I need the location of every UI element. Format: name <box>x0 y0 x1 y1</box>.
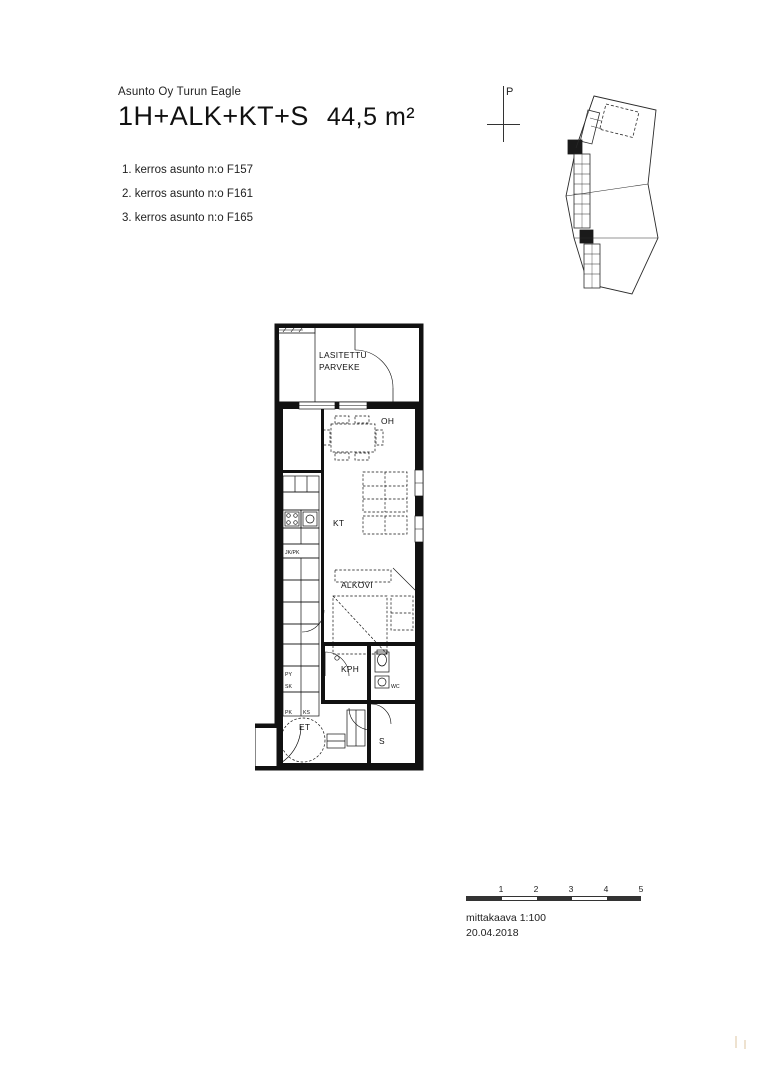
scale-segment-3 <box>607 897 641 900</box>
room-label-entrance: ET <box>299 722 311 732</box>
apartment-area: 44,5 m² <box>326 103 416 131</box>
north-arrow-label: P <box>506 86 514 98</box>
room-label-sauna: S <box>379 736 385 746</box>
list-item: 1. kerros asunto n:o F157 <box>122 164 254 176</box>
scale-segment-2 <box>537 897 572 900</box>
fixture-label-laundry: PY <box>285 672 292 678</box>
room-label-balcony-line1: LASITETTU <box>319 350 367 360</box>
scale-caption-block <box>466 911 656 941</box>
building-block-lower <box>584 244 600 288</box>
scale-bar-numbers <box>466 884 656 896</box>
title-block <box>118 86 538 230</box>
fixture-label-closet: SK <box>285 684 292 690</box>
north-arrow-horizontal-line <box>487 124 520 125</box>
north-arrow-vertical-line <box>503 86 504 142</box>
scale-tick-5: 5 <box>638 884 644 894</box>
scale-tick-4: 4 <box>603 884 609 894</box>
entry-recess <box>255 724 277 770</box>
fixture-label-wc: WC <box>391 684 400 690</box>
fixture-label-fridge-freezer: JK/PK <box>285 550 300 556</box>
scan-artifact <box>735 1036 737 1048</box>
building-block-middle <box>574 154 590 228</box>
page-title <box>118 101 538 132</box>
room-label-bathroom: KPH <box>341 664 360 674</box>
fixture-label-dryer: KS <box>303 710 310 716</box>
building-block-highlighted-2 <box>580 230 593 243</box>
room-label-alcove: ALKOVI <box>341 580 374 590</box>
drawing-date: 20.04.2018 <box>466 927 519 939</box>
scale-tick-2: 2 <box>533 884 539 894</box>
room-label-living-room: OH <box>381 416 395 426</box>
scale-caption: mittakaava 1:100 <box>466 912 546 924</box>
north-arrow-icon <box>484 86 524 142</box>
floor-plan-drawing <box>255 320 445 800</box>
floor-apartment-list <box>122 158 538 230</box>
fixture-label-washing-machine: PK <box>285 710 292 716</box>
balcony-door-openings <box>299 402 367 409</box>
room-label-balcony-line2: PARVEKE <box>319 362 360 372</box>
apartment-type: 1H+ALK+KT+S <box>118 101 309 131</box>
scale-bar <box>466 884 656 941</box>
company-name: Asunto Oy Turun Eagle <box>118 86 242 98</box>
room-label-kitchen: KT <box>333 518 345 528</box>
scale-tick-1: 1 <box>498 884 504 894</box>
list-item: 3. kerros asunto n:o F165 <box>122 212 254 224</box>
scan-artifact <box>744 1040 746 1049</box>
list-item: 2. kerros asunto n:o F161 <box>122 188 254 200</box>
scale-segment-1 <box>467 897 502 900</box>
scale-bar-graphic <box>466 896 641 901</box>
building-block-highlighted <box>568 140 582 154</box>
scale-tick-3: 3 <box>568 884 574 894</box>
site-key-plan <box>536 88 664 300</box>
